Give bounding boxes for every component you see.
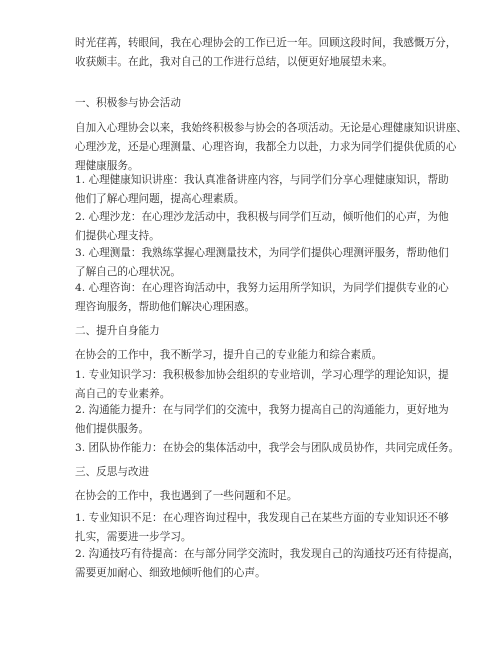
section1-paragraph [75,119,467,176]
list-item [75,439,460,458]
text-line: 在协会的工作中，我不断学习，提升自己的专业能力和综合素质。 [75,349,383,361]
text-line: 收获颇丰。在此，我对自己的工作进行总结，以便更好地展望未来。 [75,56,393,68]
text-line: 2. 心理沙龙：在心理沙龙活动中，我积极与同学们互动，倾听他们的心声，为他 [75,211,449,223]
list-item [75,545,460,583]
text-line: 扎实，需要进一步学习。 [75,531,192,543]
list-item [75,509,449,547]
text-line: 高自己的专业素养。 [75,388,171,400]
text-line: 4. 心理咨询：在心理咨询活动中，我努力运用所学知识，为同学们提供专业的心 [75,282,449,294]
list-item [75,208,449,246]
text-line: 心理沙龙，还是心理测量、心理咨询，我都全力以赴，力求为同学们提供优质的心 [75,141,457,153]
section-heading-1: 一、积极参与协会活动 [75,97,181,109]
text-line: 他们了解心理问题，提高心理素质。 [75,193,245,205]
section-heading-3: 三、反思与改进 [75,466,150,478]
list-item [75,279,449,317]
section-heading-2: 二、提升自身能力 [75,325,160,337]
intro-paragraph [75,34,457,72]
list-item [75,401,449,439]
text-line: 自加入心理协会以来，我始终积极参与协会的各项活动。无论是心理健康知识讲座、 [75,122,467,134]
text-line: 3. 心理测量：我熟练掌握心理测量技术，为同学们提供心理测评服务，帮助他们 [75,247,449,259]
section2-paragraph [75,346,435,365]
text-line: 时光荏苒，转眼间，我在心理协会的工作已近一年。回顾这段时间，我感慨万分， [75,37,457,49]
text-line: 理健康服务。 [75,160,139,172]
list-item [75,366,449,404]
text-line: 了解自己的心理状况。 [75,266,181,278]
list-item [75,171,449,209]
text-line: 他们提供服务。 [75,423,150,435]
list-item [75,244,449,282]
text-line: 1. 专业知识不足：在心理咨询过程中，我发现自己在某些方面的专业知识还不够 [75,512,449,524]
text-line: 3. 团队协作能力：在协会的集体活动中，我学会与团队成员协作，共同完成任务。 [75,442,460,454]
text-line: 需要更加耐心、细致地倾听他们的心声。 [75,567,266,579]
text-line: 们提供心理支持。 [75,230,160,242]
text-line: 2. 沟通能力提升：在与同学们的交流中，我努力提高自己的沟通能力，更好地为 [75,404,449,416]
text-line: 1. 专业知识学习：我积极参加协会组织的专业培训，学习心理学的理论知识，提 [75,369,449,381]
text-line: 1. 心理健康知识讲座：我认真准备讲座内容，与同学们分享心理健康知识，帮助 [75,174,449,186]
section3-paragraph [75,487,435,506]
text-line: 在协会的工作中，我也遇到了一些问题和不足。 [75,490,298,502]
text-line: 2. 沟通技巧有待提高：在与部分同学交流时，我发现自己的沟通技巧还有待提高， [75,548,460,560]
text-line: 理咨询服务，帮助他们解决心理困惑。 [75,301,256,313]
